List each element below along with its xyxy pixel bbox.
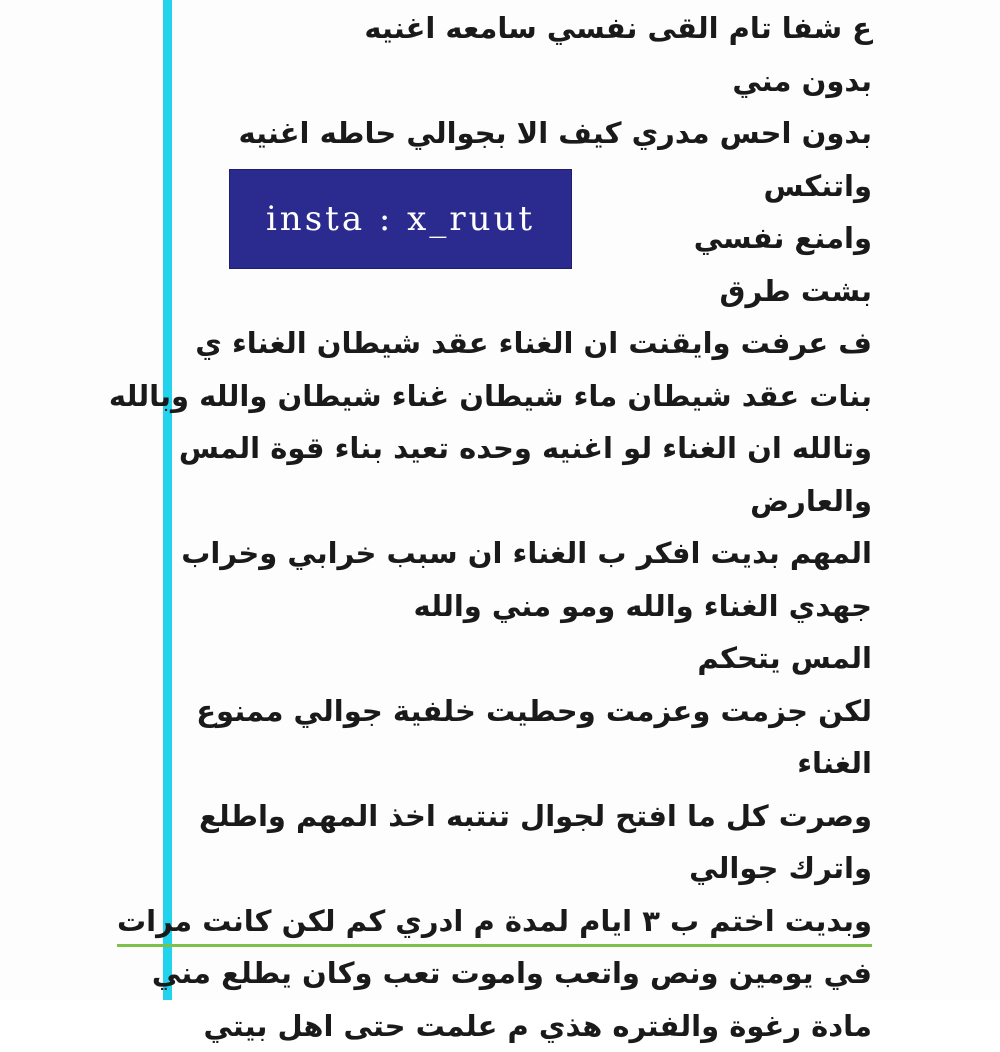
text-line: المس يتحكم	[172, 632, 872, 685]
text-line: ف عرفت وايقنت ان الغناء عقد شيطان الغناء ي	[172, 317, 872, 370]
text-line: وتالله ان الغناء لو اغنيه وحده تعيد بناء قوة المس	[172, 422, 872, 475]
text-line: واترك جوالي	[172, 842, 872, 895]
text-line: لكن جزمت وعزمت وحطيت خلفية جوالي ممنوع	[172, 685, 872, 738]
text-line: في يومين ونص واتعب واموت تعب وكان يطلع مني	[172, 947, 872, 1000]
text-block	[172, 2, 872, 1052]
text-line: والعارض	[172, 475, 872, 528]
text-line: مادة رغوة والفتره هذي م علمت حتى اهل بيتي	[172, 1000, 872, 1052]
text-line: بنات عقد شيطان ماء شيطان غناء شيطان والله وبالله	[172, 370, 872, 423]
underlined-text-line: وبديت اختم ب ٣ ايام لمدة م ادري كم لكن كانت مرات	[172, 895, 872, 948]
text-line: بدون احس مدري كيف الا بجوالي حاطه اغنيه	[172, 107, 872, 160]
text-line: جهدي الغناء والله ومو مني والله	[172, 580, 872, 633]
text-line: واتنكس	[172, 160, 872, 213]
text-line: بدون مني	[172, 55, 872, 108]
left-accent-bar	[163, 0, 172, 1000]
text-line: وصرت كل ما افتح لجوال تنتبه اخذ المهم واطلع	[172, 790, 872, 843]
text-line: الغناء	[172, 737, 872, 790]
text-line: بشت طرق	[172, 265, 872, 318]
instagram-watermark-box	[229, 169, 572, 269]
text-line: المهم بديت افكر ب الغناء ان سبب خرابي وخراب	[172, 527, 872, 580]
text-line: وامنع نفسي	[172, 212, 872, 265]
instagram-handle: insta : x_ruut	[266, 199, 535, 239]
text-line: ع شفا تام القى نفسي سامعه اغنيه	[172, 2, 872, 55]
